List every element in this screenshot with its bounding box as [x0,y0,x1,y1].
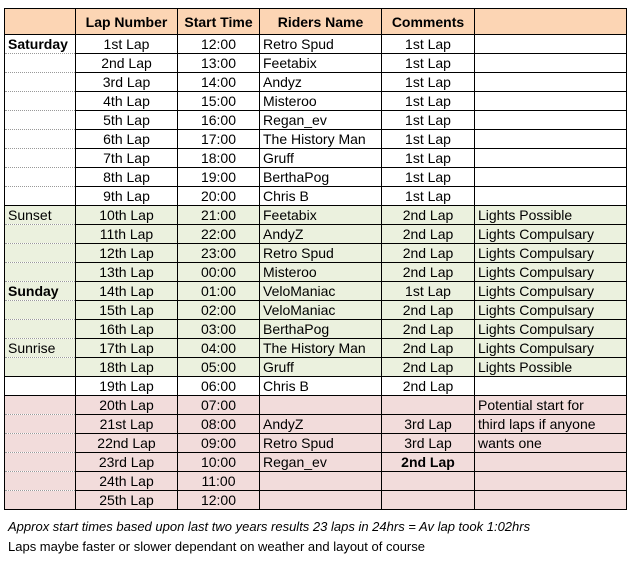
start-time-cell: 08:00 [178,415,260,434]
start-time-cell: 23:00 [178,244,260,263]
start-time-cell: 12:00 [178,491,260,510]
day-label-cell [5,244,76,263]
lap-number-cell: 4th Lap [76,92,178,111]
lap-number-cell: 20th Lap [76,396,178,415]
comment-cell: 1st Lap [382,149,475,168]
comment-cell: 1st Lap [382,111,475,130]
comment-cell: 1st Lap [382,73,475,92]
rider-name-cell: Chris B [260,187,382,206]
table-row [5,396,627,415]
rider-name-cell: Regan_ev [260,453,382,472]
start-time-cell: 10:00 [178,453,260,472]
rider-name-cell: Feetabix [260,206,382,225]
lap-number-cell: 21st Lap [76,415,178,434]
day-label-cell [5,92,76,111]
note-cell [475,472,627,491]
lap-number-cell: 9th Lap [76,187,178,206]
note-cell [475,130,627,149]
rider-name-cell: Regan_ev [260,111,382,130]
schedule-body [5,35,627,510]
table-row [5,168,627,187]
day-label-cell [5,358,76,377]
table-row [5,263,627,282]
rider-name-cell: Misteroo [260,92,382,111]
table-row [5,206,627,225]
note-cell: Lights Compulsary [475,339,627,358]
start-time-cell: 11:00 [178,472,260,491]
start-time-cell: 04:00 [178,339,260,358]
rider-name-cell: The History Man [260,339,382,358]
day-label-cell [5,301,76,320]
day-label-cell [5,453,76,472]
lap-number-cell: 11th Lap [76,225,178,244]
start-time-cell: 12:00 [178,35,260,54]
start-time-cell: 03:00 [178,320,260,339]
day-label-cell [5,491,76,510]
header-riders-name: Riders Name [260,9,382,35]
rider-name-cell: VeloManiac [260,301,382,320]
note-cell [475,168,627,187]
lap-number-cell: 6th Lap [76,130,178,149]
rider-name-cell: The History Man [260,130,382,149]
note-cell: Lights Possible [475,358,627,377]
lap-number-cell: 24th Lap [76,472,178,491]
rider-name-cell: Retro Spud [260,434,382,453]
comment-cell: 2nd Lap [382,320,475,339]
day-label-cell: Sunday [5,282,76,301]
note-cell: wants one [475,434,627,453]
comment-cell: 3rd Lap [382,415,475,434]
lap-number-cell: 16th Lap [76,320,178,339]
comment-cell: 1st Lap [382,35,475,54]
start-time-cell: 02:00 [178,301,260,320]
start-time-cell: 17:00 [178,130,260,149]
rider-name-cell: Chris B [260,377,382,396]
lap-schedule-table [4,8,627,510]
start-time-cell: 18:00 [178,149,260,168]
table-row [5,35,627,54]
lap-number-cell: 14th Lap [76,282,178,301]
lap-number-cell: 18th Lap [76,358,178,377]
comment-cell [382,491,475,510]
start-time-cell: 14:00 [178,73,260,92]
comment-cell: 2nd Lap [382,206,475,225]
footer-note-approx: Approx start times based upon last two years results 23 laps in 24hrs = Av lap took 1:02hrs [8,519,531,534]
note-cell [475,491,627,510]
table-row [5,339,627,358]
note-cell: third laps if anyone [475,415,627,434]
header-blank-left [5,9,76,35]
lap-number-cell: 25th Lap [76,491,178,510]
table-row [5,54,627,73]
comment-cell: 1st Lap [382,130,475,149]
note-cell: Potential start for [475,396,627,415]
start-time-cell: 00:00 [178,263,260,282]
table-row [5,358,627,377]
note-cell [475,149,627,168]
footer-note-laps: Laps maybe faster or slower dependant on weather and layout of course [8,539,425,554]
rider-name-cell: Feetabix [260,54,382,73]
table-row [5,73,627,92]
day-label-cell [5,263,76,282]
header-comments: Comments [382,9,475,35]
start-time-cell: 19:00 [178,168,260,187]
day-label-cell [5,377,76,396]
day-label-cell [5,149,76,168]
comment-cell: 3rd Lap [382,434,475,453]
lap-number-cell: 17th Lap [76,339,178,358]
day-label-cell [5,111,76,130]
lap-number-cell: 22nd Lap [76,434,178,453]
note-cell [475,92,627,111]
note-cell [475,453,627,472]
day-label-cell [5,130,76,149]
note-cell [475,54,627,73]
table-row [5,111,627,130]
start-time-cell: 13:00 [178,54,260,73]
comment-cell: 2nd Lap [382,301,475,320]
rider-name-cell: AndyZ [260,225,382,244]
comment-cell: 1st Lap [382,92,475,111]
day-label-cell [5,73,76,92]
day-label-cell [5,434,76,453]
table-row [5,130,627,149]
day-label-cell: Sunset [5,206,76,225]
note-cell [475,111,627,130]
table-row [5,301,627,320]
table-row [5,320,627,339]
comment-cell: 1st Lap [382,187,475,206]
day-label-cell [5,472,76,491]
start-time-cell: 16:00 [178,111,260,130]
day-label-cell [5,396,76,415]
table-row [5,244,627,263]
rider-name-cell: VeloManiac [260,282,382,301]
comment-cell: 2nd Lap [382,453,475,472]
start-time-cell: 07:00 [178,396,260,415]
day-label-cell: Sunrise [5,339,76,358]
start-time-cell: 22:00 [178,225,260,244]
lap-number-cell: 7th Lap [76,149,178,168]
lap-number-cell: 2nd Lap [76,54,178,73]
lap-number-cell: 5th Lap [76,111,178,130]
rider-name-cell: Gruff [260,149,382,168]
rider-name-cell [260,491,382,510]
note-cell: Lights Compulsary [475,301,627,320]
rider-name-cell: AndyZ [260,415,382,434]
table-row [5,92,627,111]
table-row [5,187,627,206]
day-label-cell [5,320,76,339]
day-label-cell [5,187,76,206]
note-cell: Lights Compulsary [475,320,627,339]
lap-number-cell: 1st Lap [76,35,178,54]
table-row [5,377,627,396]
comment-cell: 2nd Lap [382,263,475,282]
lap-number-cell: 15th Lap [76,301,178,320]
day-label-cell [5,225,76,244]
start-time-cell: 21:00 [178,206,260,225]
rider-name-cell: Retro Spud [260,244,382,263]
note-cell: Lights Possible [475,206,627,225]
start-time-cell: 01:00 [178,282,260,301]
start-time-cell: 09:00 [178,434,260,453]
note-cell: Lights Compulsary [475,244,627,263]
table-row [5,434,627,453]
rider-name-cell [260,396,382,415]
day-label-cell: Saturday [5,35,76,54]
lap-number-cell: 10th Lap [76,206,178,225]
comment-cell: 2nd Lap [382,244,475,263]
note-cell: Lights Compulsary [475,282,627,301]
comment-cell: 1st Lap [382,168,475,187]
note-cell: Lights Compulsary [475,225,627,244]
header-row [5,9,627,35]
table-row [5,225,627,244]
table-row [5,491,627,510]
note-cell: Lights Compulsary [475,263,627,282]
start-time-cell: 15:00 [178,92,260,111]
lap-number-cell: 8th Lap [76,168,178,187]
table-row [5,472,627,491]
lap-number-cell: 19th Lap [76,377,178,396]
lap-number-cell: 3rd Lap [76,73,178,92]
rider-name-cell: BerthaPog [260,168,382,187]
note-cell [475,377,627,396]
rider-name-cell: Retro Spud [260,35,382,54]
note-cell [475,187,627,206]
comment-cell: 1st Lap [382,282,475,301]
day-label-cell [5,168,76,187]
lap-number-cell: 12th Lap [76,244,178,263]
comment-cell [382,396,475,415]
table-row [5,415,627,434]
comment-cell: 1st Lap [382,54,475,73]
comment-cell: 2nd Lap [382,377,475,396]
comment-cell: 2nd Lap [382,339,475,358]
comment-cell [382,472,475,491]
day-label-cell [5,54,76,73]
table-row [5,149,627,168]
rider-name-cell [260,472,382,491]
header-lap-number: Lap Number [76,9,178,35]
header-start-time: Start Time [178,9,260,35]
rider-name-cell: Andyz [260,73,382,92]
lap-number-cell: 23rd Lap [76,453,178,472]
lap-number-cell: 13th Lap [76,263,178,282]
note-cell [475,35,627,54]
table-row [5,453,627,472]
note-cell [475,73,627,92]
rider-name-cell: Misteroo [260,263,382,282]
rider-name-cell: Gruff [260,358,382,377]
day-label-cell [5,415,76,434]
rider-name-cell: BerthaPog [260,320,382,339]
header-blank-right [475,9,627,35]
comment-cell: 2nd Lap [382,225,475,244]
table-row [5,282,627,301]
start-time-cell: 20:00 [178,187,260,206]
start-time-cell: 05:00 [178,358,260,377]
start-time-cell: 06:00 [178,377,260,396]
comment-cell: 2nd Lap [382,358,475,377]
